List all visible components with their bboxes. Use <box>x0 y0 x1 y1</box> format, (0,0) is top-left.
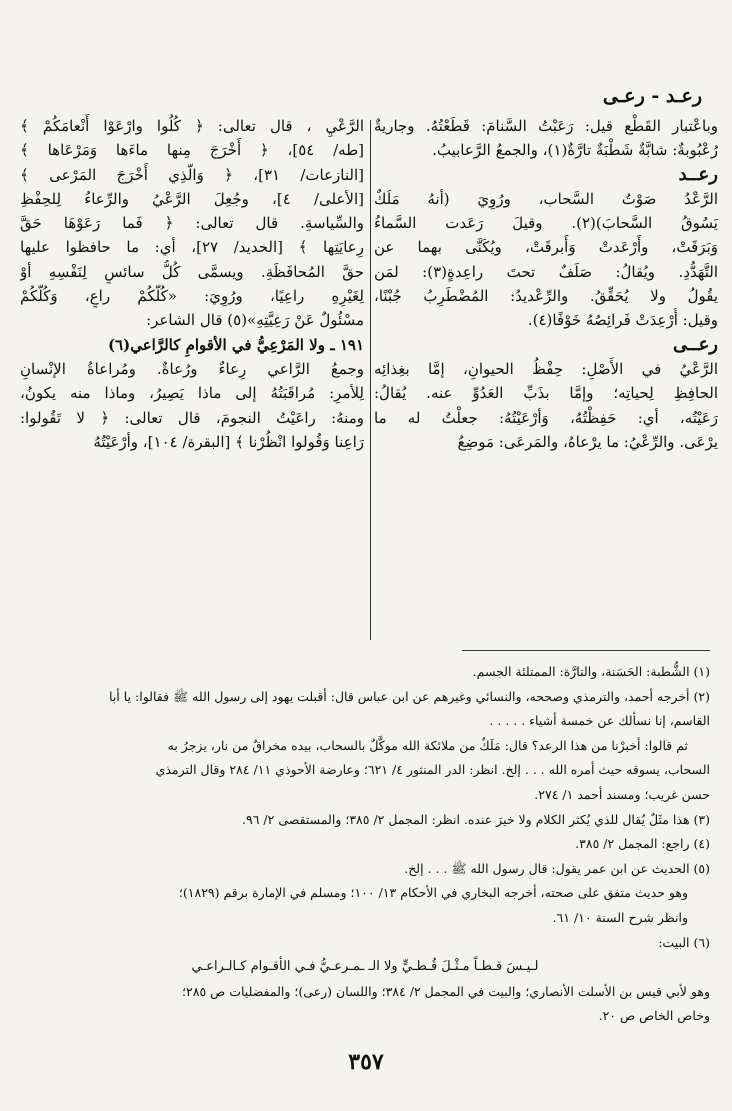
footnote-verse: لـيـسَ قـطـاً مـثْـلَ قُـطـيٍّ ولا الـ ـمـرعـيُّ فـي الأقـوام كـالـراعـي <box>191 959 539 975</box>
text-line: رُعْبُوبةٌ: شابَّةٌ شَطْبَةٌ تارَّةٌ(١)، والجمعُ الرَّعابيبُ. <box>432 141 718 160</box>
text-line: رَعَيْتُه، أي: حَفِظْتُهُ، وَأرْعَيْتُهُ: جعلْتُ له ما <box>374 408 718 427</box>
footnote-line: (٦) البيت: <box>658 934 710 950</box>
text-line: وجمعُ الرَّاعي رِعاءٌ ورُعاةٌ. ومُراعاةُ الإنْسانِ <box>20 359 364 378</box>
footnote-line: (٥) الحديث عن ابن عمر يقول: قال رسول الله ﷺ . . . إلخ. <box>404 860 710 876</box>
entry-heading-raa: رعــى <box>673 333 718 355</box>
text-line: والسِّياسةِ. قال تعالى: ﴿ فَما رَعَوْهَا حَقَّ <box>20 214 364 233</box>
text-line: لِلأمرِ: مُراقَبَتُهُ إلى ماذا يَصِيرُ، وماذا منه يكونُ، <box>20 384 364 403</box>
text-line: لِغَيْرِهِ راعِيًا، ورُوِيَ: «كُلُّكُمْ راعٍ، وَكُلُّكُمْ <box>20 287 364 306</box>
poetry-verse: ١٩١ ـ ولا المَرْعِيُّ في الأقوامِ كالرَّاعي(٦) <box>107 335 364 354</box>
text-line: [النازعات/ ٣١]، ﴿ وَالَّذِي أَخْرَجَ المَرْعى ﴾ <box>20 165 364 184</box>
footnote-line: وهو حديث متفق على صحته، أخرجه البخاري في الأحكام ١٣/ ١٠٠؛ ومسلم في الإمارة برقم (١٨٢٩)؛ <box>178 885 688 901</box>
footnote-line: ثم قالوا: أخبرْنا من هذا الرعد؟ قال: مَلَكٌ من ملائكة الله موكَّلٌ بالسحاب، بيده مخراقٌ من نار، يزجرُ به <box>167 737 688 753</box>
text-line: [الأعلى/ ٤]، وجُعِلَ الرَّعْيُ والرِّعاءُ لِلحِفْظِ <box>20 189 364 208</box>
footnote-line: القاسم، إنا نسألك عن خمسة أشياء . . . . . <box>489 713 710 729</box>
text-line: وَبَرَقَتْ، وأَرْعَدتْ وَأَبرقَتْ، ويُكَنَّى بهما عن <box>374 238 718 257</box>
text-line: التَّهَدُّدِ. ويُقالُ: صَلَفٌ تحتَ راعِدةٍ(٣): لمَن <box>374 262 718 281</box>
footnote-line: (٢) أخرجه أحمد، والترمذي وصححه، والنسائي وغيرهم عن ابن عباس قال: أقبلت يهود إلى رسول الله ﷺ فقالوا: يا أبا <box>109 688 710 704</box>
text-line: وقيل: أُرْعِدَتْ فَرائِصُهُ خَوْفًا(٤). <box>527 311 718 330</box>
text-line: الحافِظِ لِحياتِه؛ وإمَّا بذَبِّ العَدُوِّ عنه. يُقالُ: <box>374 384 718 403</box>
footnote-line: حسن غريب؛ ومسند أحمد ١/ ٢٧٤. <box>534 786 710 802</box>
text-line: الرَّعْيُ في الأَصْلِ: حِفْظُ الحيوانِ، إمَّا بغِذائِه <box>374 359 718 378</box>
footnote-line: السحاب، يسوقه حيث أمره الله . . . إلخ. انظر: الدر المنثور ٤/ ٦٢١؛ وعارضة الأحوذي ١١/ ٢٨٤ وقال الترمذي <box>155 762 710 778</box>
text-line: ومنهُ: راعَيْتُ النجومَ، قال تعالى: ﴿ لا تَقُولوا: <box>20 408 364 427</box>
left-column <box>20 114 364 642</box>
text-line: يَسُوقُ السَّحابَ)(٢). وقيلَ رَعَدت السَّماءُ <box>374 214 718 233</box>
text-line: الرَّعْيِ ، قال تعالى: ﴿ كُلُوا وارْعَوْا أَنْعامَكُمْ ﴾ <box>20 117 364 135</box>
text-line: حقَّ المُحافَظَةِ. ويسمَّى كُلُّ سائسٍ لِنَفْسِهِ أوْ <box>20 262 364 281</box>
text-line: [طه/ ٥٤]، ﴿ أَخْرَجَ مِنها ماءَها وَمَرْعَاها ﴾ <box>20 141 364 160</box>
page-number: ٣٥٧ <box>348 1049 384 1075</box>
footnotes <box>20 660 710 1038</box>
text-line: يقُولُ ولا يُحَقِّقُ. والرِّعْديدُ: المُضْطَرِبُ جُبْنًا، <box>374 287 718 306</box>
text-line: رِعايَتِها ﴾ [الحديد/ ٢٧]، أي: ما حافظوا عليها <box>20 238 364 257</box>
column-divider <box>370 120 371 640</box>
footnote-line: (٤) راجع: المجمل ٢/ ٣٨٥. <box>575 836 710 852</box>
text-line: يرْعَى. والرِّعْيُ: ما يرْعاهُ، والمَرعَى: مَوضِعُ <box>457 432 718 451</box>
text-line: رَاعِنا وَقُولوا انْظُرْنا ﴾ [البقرة/ ١٠٤]، وأرْعَيْتُهُ <box>93 432 364 451</box>
entry-heading-raad: رعــد <box>678 163 718 185</box>
text-line: وباعْتبار القَطْع قيل: رَعَبْتُ السَّنامَ: قَطَعْتُهُ. وجاريةٌ <box>374 117 718 135</box>
footnote-line: (٣) هذا مثَلٌ يُقال للذي يُكثر الكلام ولا خيرَ عنده. انظر: المجمل ٢/ ٣٨٥؛ والمستقصى ٢/ ٩٦. <box>242 811 710 827</box>
footnote-line: وهو لأبي قيس بن الأسلت الأنصاري؛ والبيت في المجمل ٢/ ٣٨٤؛ واللسان (رعى)؛ والمفضليات ص ٢٨٥؛ <box>182 983 710 999</box>
text-line: مسْئُولٌ عَنْ رَعِيَّتِهِ»(٥) قال الشاعر: <box>146 311 364 330</box>
footnote-rule <box>462 650 710 651</box>
running-head: رعـد - رعـى <box>602 85 702 107</box>
right-column <box>374 114 718 642</box>
footnote-line: وانظر شرح السنة ١٠/ ٦١. <box>552 909 688 925</box>
text-line: الرَّعْدُ صَوْتُ السَّحاب، ورُوِيَ (أنهُ مَلَكٌ <box>374 189 718 208</box>
footnote-line: (١) الشُّطبة: الحَسَنة، والتارَّة: الممتلئة الجسم. <box>472 664 710 679</box>
footnote-line: وخاص الخاص ص ٢٠. <box>598 1008 710 1024</box>
